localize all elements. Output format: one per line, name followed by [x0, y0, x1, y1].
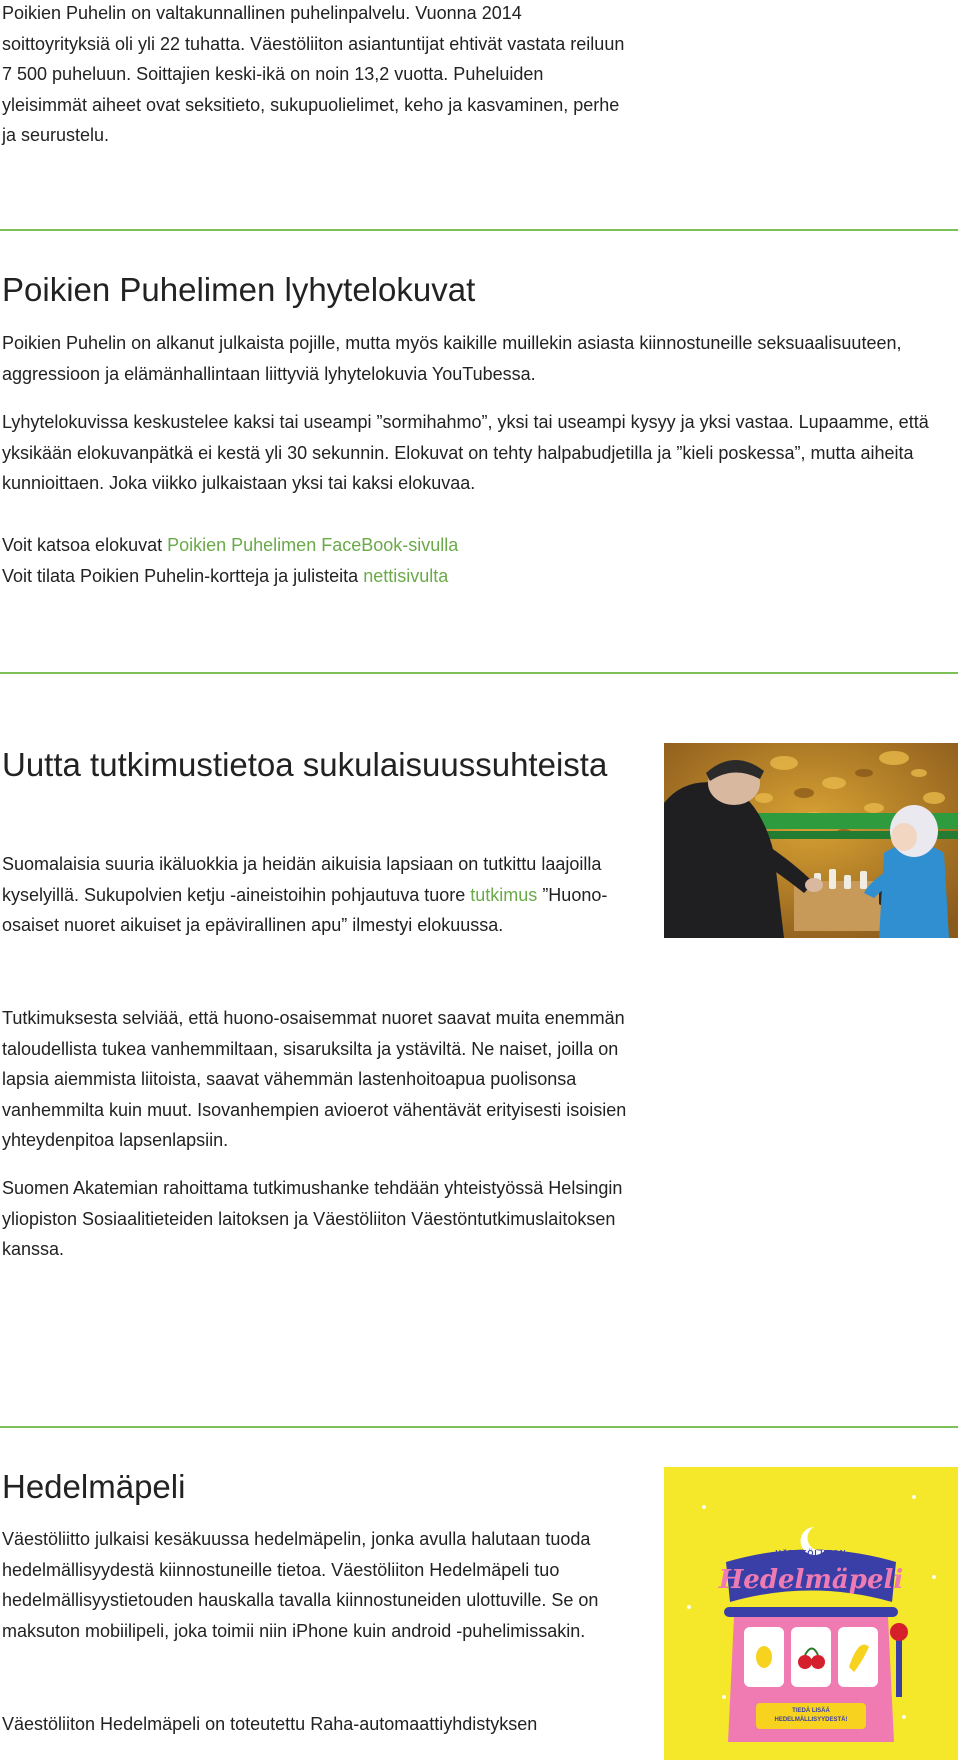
- sukulaisuus-paragraph-1-start: Suomalaisia suuria ikäluokkia ja heidän aikuisia lapsiaan on tutkittu laajoilla kyselyillä. Sukupolvien ketju -aineistoihin pohjautuva tuore: [2, 854, 602, 905]
- lyhytelokuvat-paragraph-2: Lyhytelokuvissa keskustelee kaksi tai useampi ”sormihahmo”, yksi tai useampi kysyy ja yksi vastaa. Lupaamme, että yksikään elokuvanpätkä ei kestä yli 30 sekunnin. Elokuvat on tehty halpabudjetilla ja ”kieli poskessa”, mutta aiheita kunnioittaen. Joka viikko julkaistaan yksi tai kaksi elokuvaa.: [2, 412, 929, 493]
- poster-title-text: Hedelmäpeli: [718, 1565, 904, 1595]
- section-divider: [0, 229, 958, 231]
- section-title-lyhytelokuvat: Poikien Puhelimen lyhytelokuvat: [2, 271, 476, 308]
- section-title-sukulaisuussuhteet: Uutta tutkimustietoa sukulaisuussuhteista: [2, 746, 608, 783]
- sukulaisuus-paragraph-1-end: ”Huono-osaiset nuoret aikuiset ja epävirallinen apu” ilmestyi elokuussa.: [2, 884, 608, 935]
- poster-brand-text: VÄESTÖLIITON: [775, 1549, 847, 1558]
- order-cards-line: [2, 561, 942, 592]
- website-link[interactable]: nettisivulta: [363, 566, 449, 586]
- sukulaisuus-paragraph-2: Tutkimuksesta selviää, että huono-osaisemmat nuoret saavat muita enemmän taloudellista tukea vanhemmiltaan, sisaruksilta ja ystäviltä. Ne naiset, joilla on lapsia aiemmista liitoista, saavat vähemmän lastenhoitoapua puolisonsa vanhemmilta kuin muut. Isovanhempien avioerot vähentävät erityisesti isoisien yhteydenpitoa lapsenlapsiin.: [2, 1008, 627, 1150]
- hedelmapeli-paragraph-1: Väestöliitto julkaisi kesäkuussa hedelmäpelin, jonka avulla halutaan tuoda hedelmällisyydestä kiinnostuneille tietoa. Väestöliiton Hedelmäpeli tuo hedelmällisyystietouden hauskalla tavalla kiinnostuneiden ulottuville. Se on maksuton mobiilipeli, joka toimii niin iPhone kuin android -puhelimissakin.: [2, 1529, 599, 1641]
- section-divider: [0, 672, 958, 674]
- order-cards-text: Voit tilata Poikien Puhelin-kortteja ja julisteita: [2, 566, 364, 586]
- sukulaisuus-paragraph-3: Suomen Akatemian rahoittama tutkimushanke tehdään yhteistyössä Helsingin yliopiston Sosiaalitieteiden laitoksen ja Väestöliiton Väestöntutkimuslaitoksen kanssa.: [2, 1178, 623, 1259]
- lyhytelokuvat-paragraph-1: Poikien Puhelin on alkanut julkaista pojille, mutta myös kaikille muillekin asiasta kiinnostuneille seksuaalisuuteen, aggressioon ja elämänhallintaan liittyviä lyhytelokuvia YouTubessa.: [2, 333, 902, 384]
- hedelmapeli-paragraph-2: Väestöliiton Hedelmäpeli on toteutettu Raha-automaattiyhdistyksen: [2, 1714, 538, 1734]
- grandfather-chess-photo: [664, 743, 958, 938]
- watch-films-line: [2, 530, 942, 561]
- watch-films-text: Voit katsoa elokuvat: [2, 535, 168, 555]
- section-title-hedelmapeli: Hedelmäpeli: [2, 1468, 186, 1505]
- research-link[interactable]: tutkimus: [470, 884, 538, 905]
- poster-info-button: TIEDÄ LISÄÄ HEDELMÄLLISYYDESTÄ!: [774, 1708, 848, 1723]
- hedelmapeli-poster: [664, 1467, 958, 1760]
- facebook-page-link[interactable]: Poikien Puhelimen FaceBook-sivulla: [167, 535, 459, 555]
- intro-paragraph: Poikien Puhelin on valtakunnallinen puhelinpalvelu. Vuonna 2014 soittoyrityksiä oli yli 22 tuhatta. Väestöliiton asiantuntijat ehtivät vastata reiluun 7 500 puheluun. Soittajien keski-ikä on noin 13,2 vuotta. Puheluiden yleisimmät aiheet ovat seksitieto, sukupuolielimet, keho ja kasvaminen, perhe ja seurustelu.: [2, 3, 625, 145]
- sukulaisuus-paragraph-1: [2, 849, 627, 941]
- section-divider: [0, 1426, 958, 1428]
